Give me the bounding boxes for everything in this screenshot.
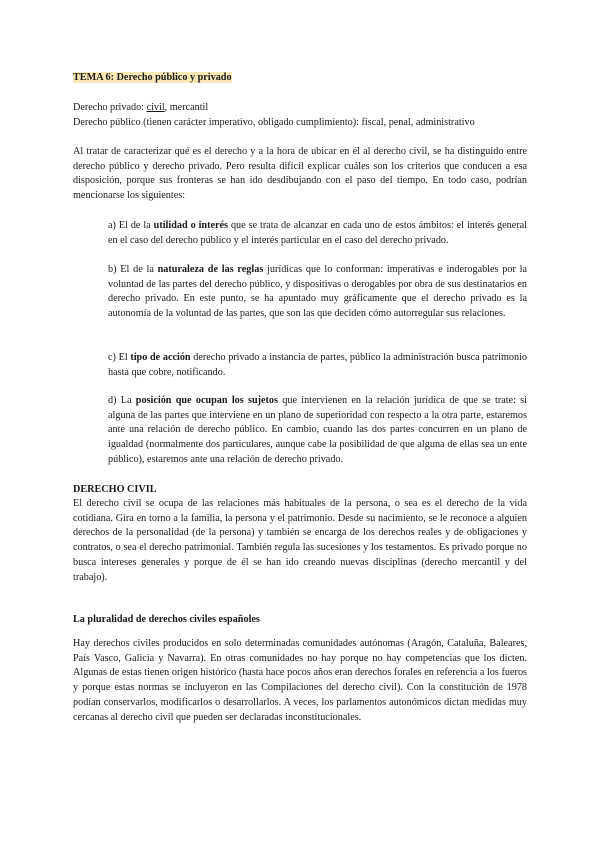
public-law-line: Derecho público (tienen carácter imperativo, obligado cumplimiento): fiscal, penal, administrativo bbox=[73, 117, 475, 128]
criterion-c bbox=[108, 351, 527, 380]
criterion-c-term: tipo de acción bbox=[130, 352, 191, 363]
highlighted-title: TEMA 6: Derecho público y privado bbox=[73, 72, 232, 83]
criterion-d-text: que intervienen en la relación jurídica de que se trate: si alguna de las partes que interviene en un plano de superioridad con respecto a la otra parte, estaremos ante una relación de derecho público. En cambio, cuando las dos partes concurren en un plano de igualdad (normalmente dos particulares, aunque cabe la posibilidad de que alguna de ellas sea un ente público), estaremos ante una relación de derecho privado. bbox=[108, 395, 527, 465]
criterion-d-term: posición que ocupan los sujetos bbox=[135, 395, 278, 406]
criterion-c-text: derecho privado a instancia de partes, público la administración busca patrimonio hasta que cobre, notificando. bbox=[108, 352, 527, 378]
civil-law-paragraph: El derecho civil se ocupa de las relaciones más habituales de la persona, o sea es el derecho de la vida cotidiana. Gira en torno a la familia, la persona y el patrimonio. Desde su nacimiento, se le reconoce a alguien derechos de la personalidad (de la persona) y también se encarga de los derechos reales y de obligaciones y contratos, o sea el derecho patrimonial. También regula las sucesiones y los testamentos. Es privado porque no busca intereses generales y porque de él se han ido creando nuevas disciplinas (derecho mercantil y del trabajo). bbox=[73, 498, 527, 583]
criterion-b-prefix: b) El de la bbox=[108, 264, 158, 275]
criterion-b-term: naturaleza de las reglas bbox=[157, 264, 264, 275]
criterion-b-text: jurídicas que lo conforman: imperativas e inderogables por la voluntad de las partes del derecho público, y dispositivas o derogables por obra de sus destinatarios en derecho privado. En este punto, se ha apuntado muy gráficamente que el derecho privado es la autonomía de la voluntad de las partes, que son las que deciden cómo autorregular sus relaciones. bbox=[108, 264, 527, 320]
plurality-paragraph: Hay derechos civiles producidos en solo determinadas comunidades autónomas (Aragón, Cataluña, Baleares, País Vasco, Galicia y Navarra). En otras comunidades no hay porque no hay competencias que los dicten. Algunas de estas tienen origen histórico (hasta hace pocos años eran derechos forales en referencia a los fueros y porque estas normas se incluyeron en las Compilaciones del derecho civil). Con la constitución de 1978 podían conservarlos, modificarlos o desarrollarlos. A veces, los parlamentos autonómicos dictan medidas muy cercanas al derecho civil que pueden ser declaradas inconstitucionales. bbox=[73, 638, 527, 723]
civil-law-heading: DERECHO CIVIL bbox=[73, 484, 157, 495]
page-title bbox=[73, 71, 527, 86]
criterion-a bbox=[108, 219, 527, 248]
civil-underlined: civil bbox=[146, 102, 165, 113]
criterion-a-term: utilidad o interés bbox=[153, 220, 229, 231]
criterion-a-prefix: a) El de la bbox=[108, 220, 154, 231]
criterion-d bbox=[108, 394, 527, 468]
intro-paragraph: Al tratar de caracterizar qué es el derecho y a la hora de ubicar en él al derecho civil, se ha distinguido entre derecho público y derecho privado. Pero resulta difícil explicar cuáles son los criterios que conducen a esa disposición, porque sus fronteras se han ido desdibujando con el paso del tiempo. En todo caso, podrían mencionarse los siguientes: bbox=[73, 146, 527, 202]
private-law-label: Derecho privado: bbox=[73, 102, 147, 113]
criterion-a-text: que se trata de alcanzar en cada uno de estos ámbitos: el interés general en el caso del derecho público y el interés particular en el caso del derecho privado. bbox=[108, 220, 528, 246]
criterion-c-prefix: c) El bbox=[108, 352, 131, 363]
plurality-heading: La pluralidad de derechos civiles españoles bbox=[73, 614, 260, 625]
private-law-line bbox=[73, 101, 527, 116]
private-law-rest: , mercantil bbox=[164, 102, 209, 113]
criterion-b bbox=[108, 263, 527, 322]
criterion-d-prefix: d) La bbox=[108, 395, 136, 406]
